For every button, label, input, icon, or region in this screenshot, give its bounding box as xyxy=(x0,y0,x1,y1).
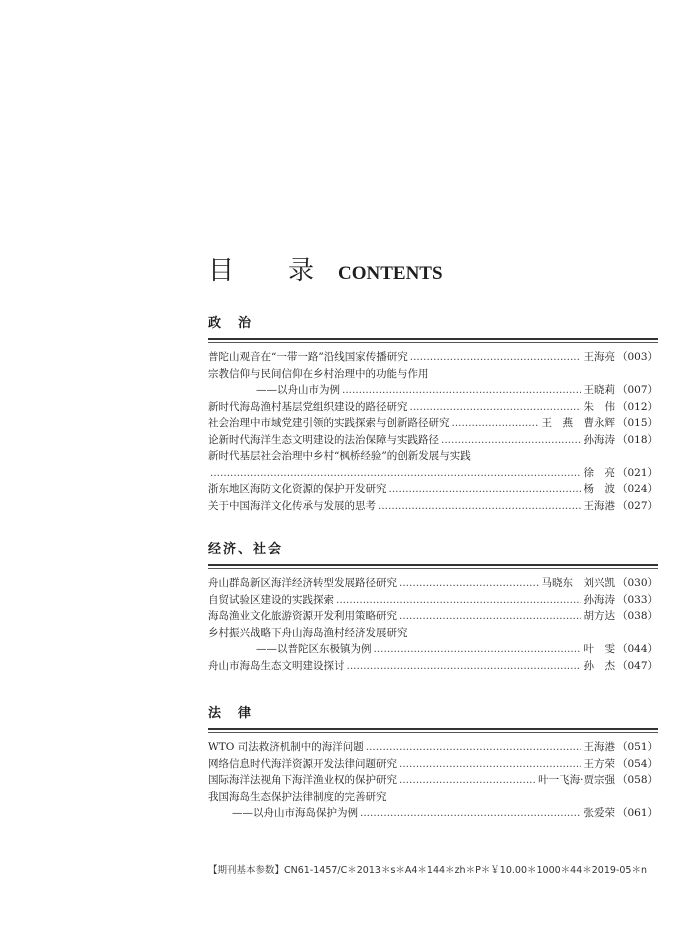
toc-entry[interactable] xyxy=(208,805,658,822)
toc-entry[interactable] xyxy=(208,658,658,675)
entry-title: WTO 司法救济机制中的海洋问题 xyxy=(208,741,364,753)
entry-page: （038） xyxy=(616,610,658,622)
toc-entry[interactable] xyxy=(208,592,658,609)
section-politics xyxy=(208,314,658,514)
entry-page: （044） xyxy=(616,643,658,655)
entry-title: 自贸试验区建设的实践探索 xyxy=(208,593,334,606)
journal-parameters: 【期刊基本参数】CN61-1457/C＊2013＊s＊A4＊144＊zh＊P＊￥10.00＊1000＊44＊2019-05＊n xyxy=(208,865,647,876)
toc-entry[interactable] xyxy=(208,756,658,773)
section-law xyxy=(208,704,658,822)
entry-author: 杨 波 xyxy=(583,483,615,495)
entry-title: 我国海岛生态保护法律制度的完善研究 xyxy=(208,790,387,803)
section-rule-thin xyxy=(208,568,658,569)
entry-title: ——以舟山市海岛保护为例 xyxy=(232,807,358,819)
entry-author: 张爱荣 xyxy=(583,807,615,819)
leader-dots xyxy=(389,481,582,498)
entry-title: 国际海洋法视角下海洋渔业权的保护研究 xyxy=(208,774,397,786)
toc-heading-cn: 目 录 xyxy=(208,256,329,286)
entry-author: 孙 杰 xyxy=(583,659,615,672)
leader-dots xyxy=(378,498,581,515)
entry-author: 王海港 xyxy=(583,499,615,512)
entry-author: 孙海涛 xyxy=(583,593,615,606)
entry-author: 王海亮 xyxy=(583,351,615,363)
entry-title: 舟山市海岛生态文明建设探讨 xyxy=(208,659,345,672)
leader-dots xyxy=(347,658,582,675)
entry-page: （033） xyxy=(616,593,658,606)
section-rule xyxy=(208,728,658,730)
leader-dots xyxy=(336,592,581,609)
section-rule-thin xyxy=(208,342,658,343)
entry-author: 孙海涛 xyxy=(583,433,615,446)
section-rule xyxy=(208,564,658,566)
leader-dots xyxy=(366,739,582,756)
toc-entry[interactable] xyxy=(208,366,658,383)
toc-entry[interactable] xyxy=(208,625,658,642)
entry-list xyxy=(208,349,658,514)
toc-entry[interactable] xyxy=(208,498,658,515)
section-title: 政 治 xyxy=(208,316,254,331)
entry-page: （047） xyxy=(616,659,658,672)
toc-entry[interactable] xyxy=(208,432,658,449)
entry-page: （024） xyxy=(616,483,658,495)
leader-dots xyxy=(399,608,581,625)
leader-dots xyxy=(399,772,536,789)
toc-entry[interactable] xyxy=(208,448,658,465)
entry-page: （012） xyxy=(616,400,658,413)
entry-title: 新时代基层社会治理中乡村“枫桥经验”的创新发展与实践 xyxy=(208,450,471,462)
section-title: 经济、社会 xyxy=(208,542,284,557)
toc-heading xyxy=(208,250,443,287)
entry-author: 王方荣 xyxy=(583,757,615,770)
entry-page: （058） xyxy=(616,774,658,786)
entry-author: 王晓莉 xyxy=(583,384,615,396)
section-economy-society xyxy=(208,540,658,674)
section-rule xyxy=(208,338,658,340)
entry-title: 社会治理中市域党建引领的实践探索与创新路径研究 xyxy=(208,417,450,429)
entry-title: 浙东地区海防文化资源的保护开发研究 xyxy=(208,483,387,495)
entry-page: （021） xyxy=(616,466,658,479)
toc-heading-en: CONTENTS xyxy=(338,263,443,284)
entry-author: 马晓东 刘兴凯 xyxy=(541,577,615,589)
toc-entry[interactable] xyxy=(208,349,658,366)
entry-title: 宗教信仰与民间信仰在乡村治理中的功能与作用 xyxy=(208,367,429,380)
entry-list xyxy=(208,575,658,674)
entry-page: （007） xyxy=(616,384,658,396)
section-rule-thin xyxy=(208,732,658,733)
leader-dots xyxy=(210,465,581,482)
entry-page: （030） xyxy=(616,577,658,589)
entry-title: 舟山群岛新区海洋经济转型发展路径研究 xyxy=(208,577,397,589)
leader-dots xyxy=(410,349,582,366)
leader-dots xyxy=(342,382,581,399)
entry-list xyxy=(208,739,658,822)
entry-title: 论新时代海洋生态文明建设的法治保障与实践路径 xyxy=(208,433,439,446)
entry-title: 普陀山观音在“一带一路”沿线国家传播研究 xyxy=(208,351,408,363)
entry-title: 新时代海岛渔村基层党组织建设的路径研究 xyxy=(208,400,408,413)
entry-page: （018） xyxy=(616,433,658,446)
toc-entry[interactable] xyxy=(208,608,658,625)
toc-entry[interactable] xyxy=(208,415,658,432)
leader-dots xyxy=(441,432,581,449)
entry-title: 乡村振兴战略下舟山海岛渔村经济发展研究 xyxy=(208,626,408,639)
entry-title: 海岛渔业文化旅游资源开发利用策略研究 xyxy=(208,610,397,622)
toc-entry[interactable] xyxy=(208,575,658,592)
entry-page: （003） xyxy=(616,351,658,363)
toc-entry[interactable] xyxy=(208,772,658,789)
entry-author: 胡方达 xyxy=(583,610,615,622)
leader-dots xyxy=(374,641,582,658)
leader-dots xyxy=(452,415,540,432)
entry-author: 朱 伟 xyxy=(583,400,615,413)
toc-entry[interactable] xyxy=(208,641,658,658)
entry-page: （061） xyxy=(616,807,658,819)
toc-entry[interactable] xyxy=(208,481,658,498)
entry-author: 徐 亮 xyxy=(583,466,615,479)
section-title: 法 律 xyxy=(208,706,254,721)
toc-entry[interactable] xyxy=(208,739,658,756)
leader-dots xyxy=(360,805,581,822)
entry-page: （027） xyxy=(616,499,658,512)
toc-entry[interactable] xyxy=(208,789,658,806)
entry-author: 王 燕 曹永辉 xyxy=(541,417,615,429)
entry-title: ——以普陀区东极镇为例 xyxy=(256,643,372,655)
leader-dots xyxy=(399,756,581,773)
entry-author: 叶一飞海·贾宗强 xyxy=(538,774,615,786)
entry-title: 关于中国海洋文化传承与发展的思考 xyxy=(208,499,376,512)
toc-entry[interactable] xyxy=(208,382,658,399)
entry-title: 网络信息时代海洋资源开发法律问题研究 xyxy=(208,757,397,770)
entry-page: （054） xyxy=(616,757,658,770)
entry-page: （051） xyxy=(616,741,658,753)
entry-title: ——以舟山市为例 xyxy=(256,384,340,396)
toc-entry[interactable] xyxy=(208,465,658,482)
leader-dots xyxy=(399,575,539,592)
entry-author: 叶 雯 xyxy=(583,643,615,655)
entry-page: （015） xyxy=(616,417,658,429)
entry-author: 王海港 xyxy=(583,741,615,753)
toc-entry[interactable] xyxy=(208,399,658,416)
leader-dots xyxy=(410,399,582,416)
